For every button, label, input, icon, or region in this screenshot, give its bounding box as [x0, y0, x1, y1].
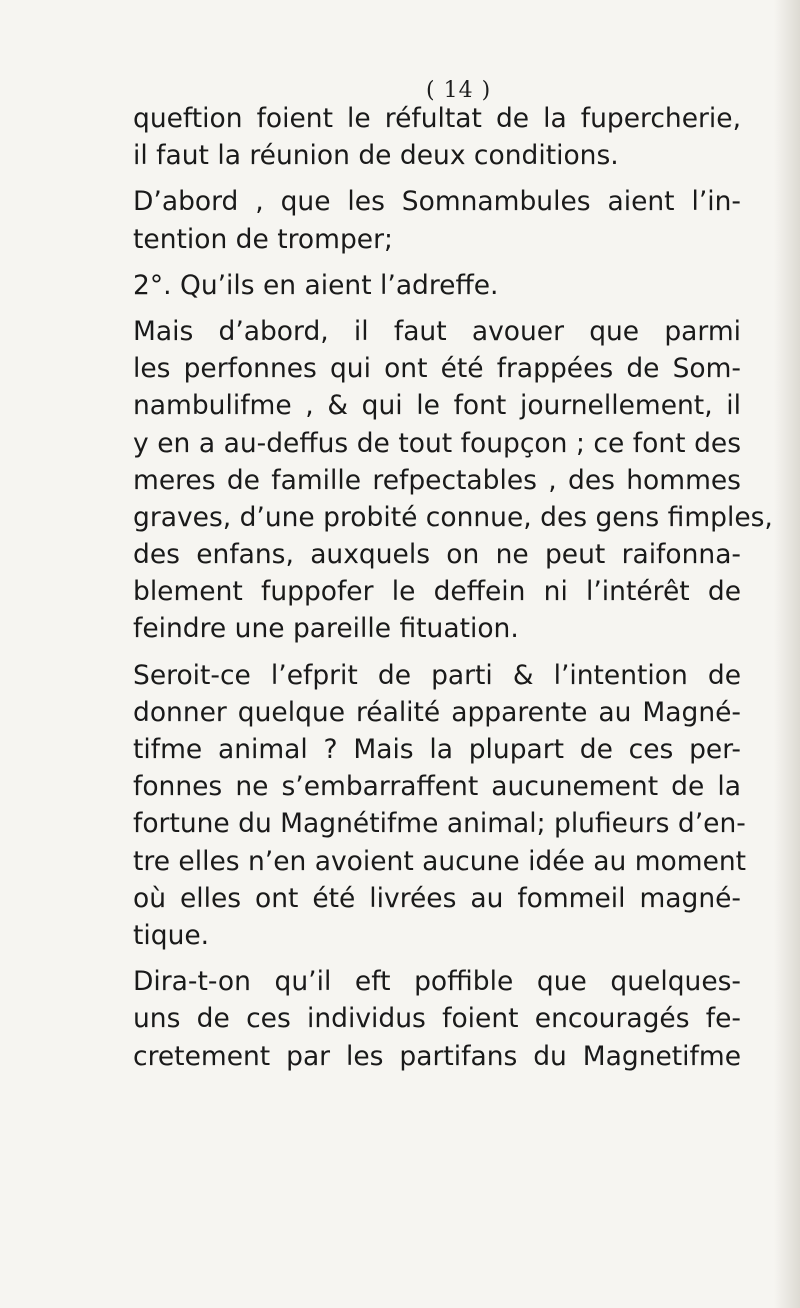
text-line: Dira-t-on qu’il eft poffible que quelques- [133, 966, 741, 998]
text-line: cretement par les partifans du Magnetifme [133, 1040, 741, 1072]
text-line: queftion foient le réfultat de la fupercherie, [133, 103, 741, 134]
text-line: il faut la réunion de deux conditions. [133, 140, 619, 172]
text-line: où elles ont été livrées au fommeil magné- [133, 882, 741, 914]
text-line: meres de famille refpectables , des hommes [133, 464, 741, 496]
text-line: les perfonnes qui ont été frappées de Som- [133, 353, 741, 385]
text-line: blement fuppofer le deffein ni l’intérêt de [133, 576, 741, 608]
text-line: tention de tromper; [133, 223, 393, 255]
text-line: fonnes ne s’embarraffent aucunement de la [133, 771, 741, 803]
text-line: fortune du Magnétifme animal; plufieurs d’en- [133, 808, 746, 840]
text-line: Mais d’abord, il faut avouer que parmi [133, 315, 741, 347]
text-line: 2°. Qu’ils en aient l’adreffe. [133, 269, 499, 301]
text-line: des enfans, auxquels on ne peut raifonna- [133, 539, 741, 571]
text-line: Seroit-ce l’efprit de parti & l’intention de [133, 659, 741, 691]
text-line: tique. [133, 919, 210, 951]
text-line: donner quelque réalité apparente au Magné- [133, 696, 741, 728]
text-line: tifme animal ? Mais la plupart de ces per- [133, 734, 741, 765]
page-number: ( 14 ) [426, 78, 492, 103]
text-line: D’abord , que les Somnambules aient l’in- [133, 186, 741, 218]
text-line: nambulifme , & qui le font journellement, il [133, 390, 741, 422]
text-line: graves, d’une probité connue, des gens fimples, [133, 501, 773, 533]
text-line: y en a au-deffus de tout foupçon ; ce font des [133, 427, 741, 459]
body-text [133, 100, 773, 1075]
text-line: tre elles n’en avoient aucune idée au moment [133, 845, 747, 877]
text-line: uns de ces individus foient encouragés fe- [133, 1003, 741, 1035]
text-line: feindre une pareille fituation. [133, 613, 519, 645]
